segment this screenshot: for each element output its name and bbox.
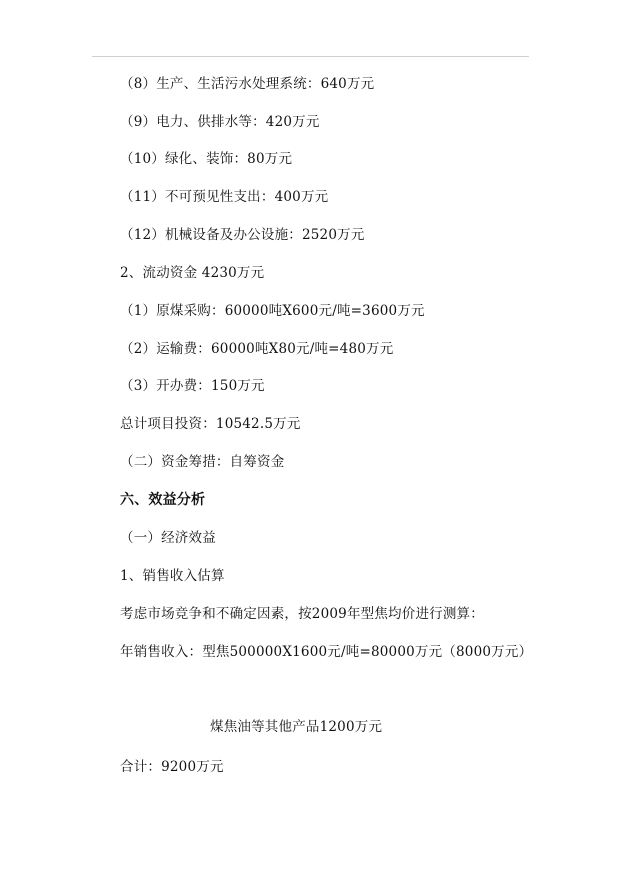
estimation-basis: 考虑市场竞争和不确定因素，按2009年型焦均价进行测算： [120,606,484,622]
working-capital-item-2: （2）运输费：60000吨X80元/吨=480万元 [120,341,394,357]
investment-item-12: （12）机械设备及办公设施：2520万元 [120,227,365,243]
investment-item-11: （11）不可预见性支出：400万元 [120,189,329,205]
investment-item-9: （9）电力、供排水等：420万元 [120,114,320,130]
section-heading-benefit-analysis: 六、效益分析 [120,492,206,508]
other-products-revenue: 煤焦油等其他产品1200万元 [210,719,383,735]
total-investment: 总计项目投资：10542.5万元 [120,416,301,432]
page-header-rule [92,56,529,57]
investment-item-10: （10）绿化、装饰：80万元 [120,151,293,167]
working-capital-item-1: （1）原煤采购：60000吨X600元/吨=3600万元 [120,303,425,319]
working-capital-item-3: （3）开办费：150万元 [120,378,265,394]
subsection-economic-benefit: （一）经济效益 [120,530,216,546]
sales-revenue-heading: 1、销售收入估算 [120,568,225,584]
investment-item-8: （8）生产、生活污水处理系统：640万元 [120,76,375,92]
revenue-total: 合计：9200万元 [120,759,224,775]
funding-source: （二）资金筹措：自筹资金 [120,454,285,470]
working-capital-heading: 2、流动资金 4230万元 [120,265,265,281]
annual-sales-revenue: 年销售收入：型焦500000X1600元/吨=80000万元（8000万元） [120,644,533,660]
